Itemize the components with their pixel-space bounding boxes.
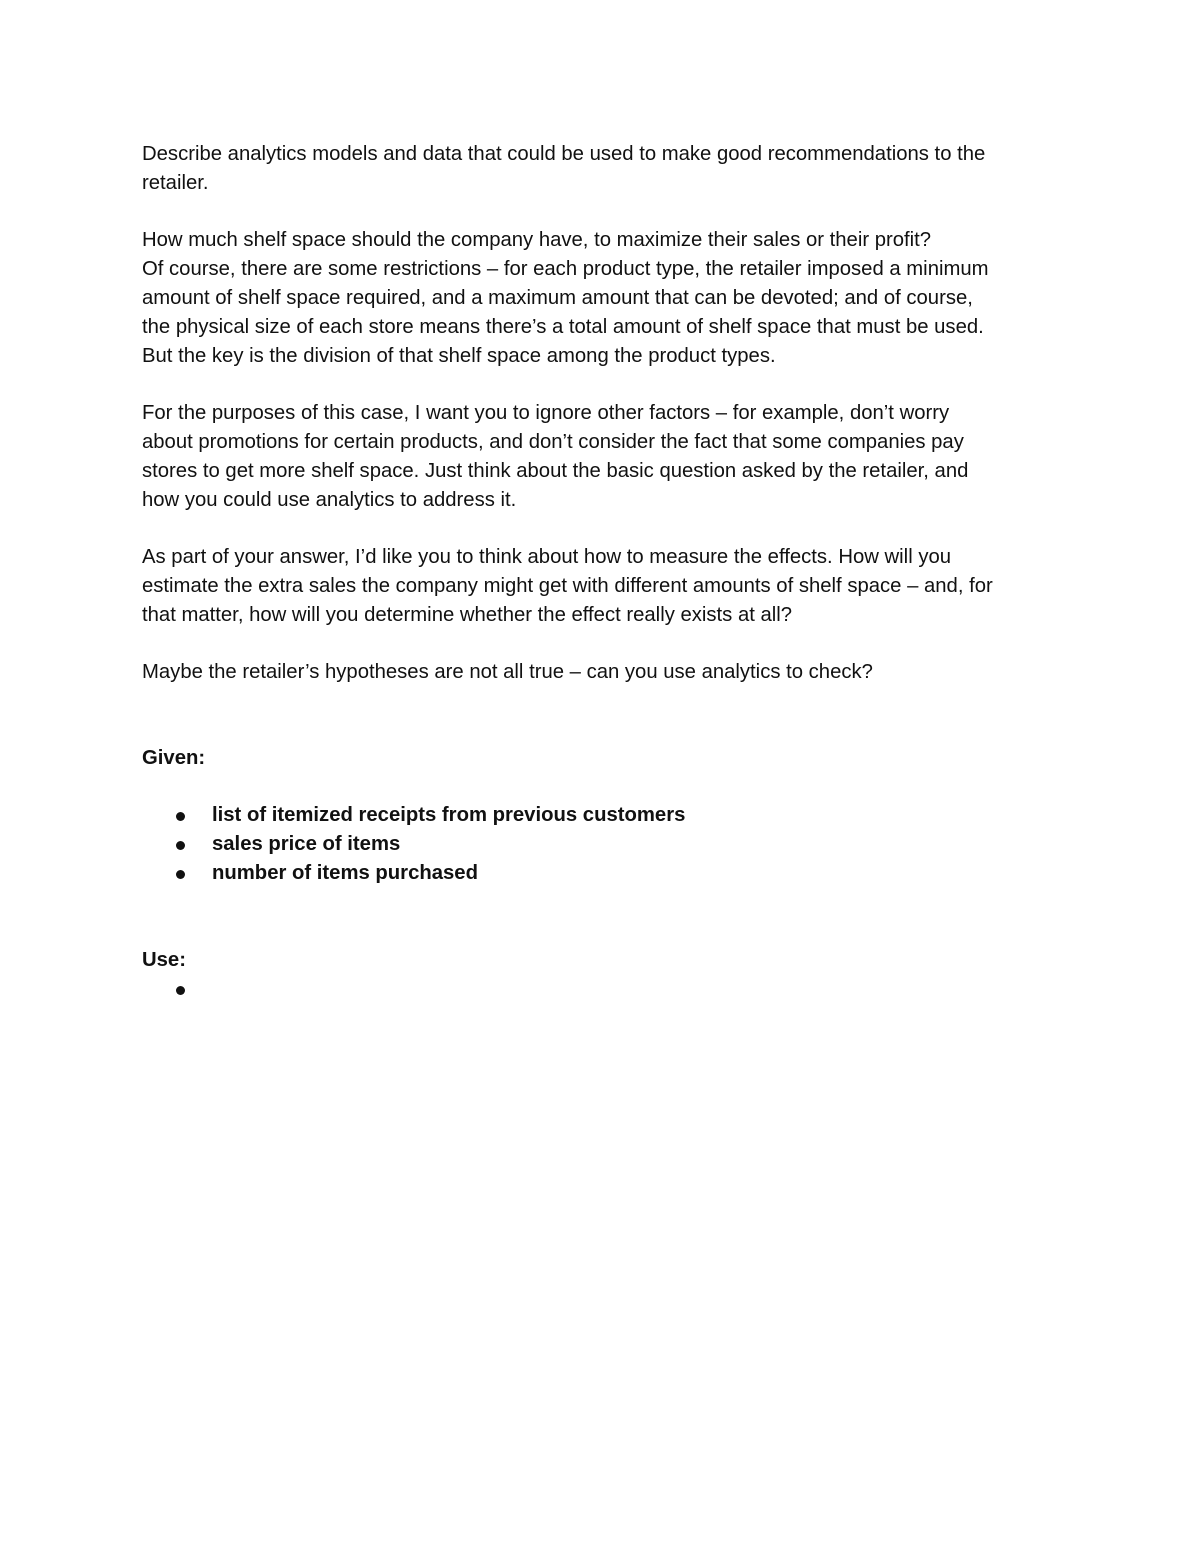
paragraph-shelf-space [142,226,1082,371]
text-line: How much shelf space should the company have, to maximize their sales or their profit? [142,229,932,251]
text-line: Of course, there are some restrictions – for each product type, the retailer imposed a minimum [142,258,989,280]
text-line: the physical size of each store means there’s a total amount of shelf space that must be used. [142,316,984,338]
text-line: Maybe the retailer’s hypotheses are not all true – can you use analytics to check? [142,661,873,683]
bullet-icon [176,986,185,995]
list-item [142,830,1082,859]
text-line: As part of your answer, I’d like you to think about how to measure the effects. How will you [142,546,952,568]
paragraph-hypotheses [142,658,1082,687]
use-heading: Use: [142,949,186,971]
list-item [142,801,1082,830]
text-line: stores to get more shelf space. Just think about the basic question asked by the retailer, and [142,460,969,482]
text-line: that matter, how will you determine whether the effect really exists at all? [142,604,793,626]
paragraph-intro [142,140,1082,198]
text-line: how you could use analytics to address it. [142,489,517,511]
use-list [142,975,1082,1004]
text-line: Describe analytics models and data that could be used to make good recommendations to the [142,143,986,165]
text-line: retailer. [142,172,209,194]
paragraph-measure-effects [142,543,1082,630]
text-line: But the key is the division of that shelf space among the product types. [142,345,776,367]
text-line: about promotions for certain products, and don’t consider the fact that some companies pay [142,431,964,453]
list-item [142,975,1082,1004]
list-item-text: list of itemized receipts from previous customers [212,804,686,826]
paragraph-ignore-factors [142,399,1082,515]
list-item-text: sales price of items [212,833,401,855]
text-line: amount of shelf space required, and a maximum amount that can be devoted; and of course, [142,287,973,309]
bullet-icon [176,870,185,879]
given-heading: Given: [142,747,206,769]
bullet-icon [176,841,185,850]
list-item-text: number of items purchased [212,862,478,884]
list-item [142,859,1082,888]
bullet-icon [176,812,185,821]
given-list [142,801,1082,888]
text-line: estimate the extra sales the company might get with different amounts of shelf space – and, for [142,575,993,597]
document-body [142,140,1082,1004]
text-line: For the purposes of this case, I want you to ignore other factors – for example, don’t worry [142,402,950,424]
